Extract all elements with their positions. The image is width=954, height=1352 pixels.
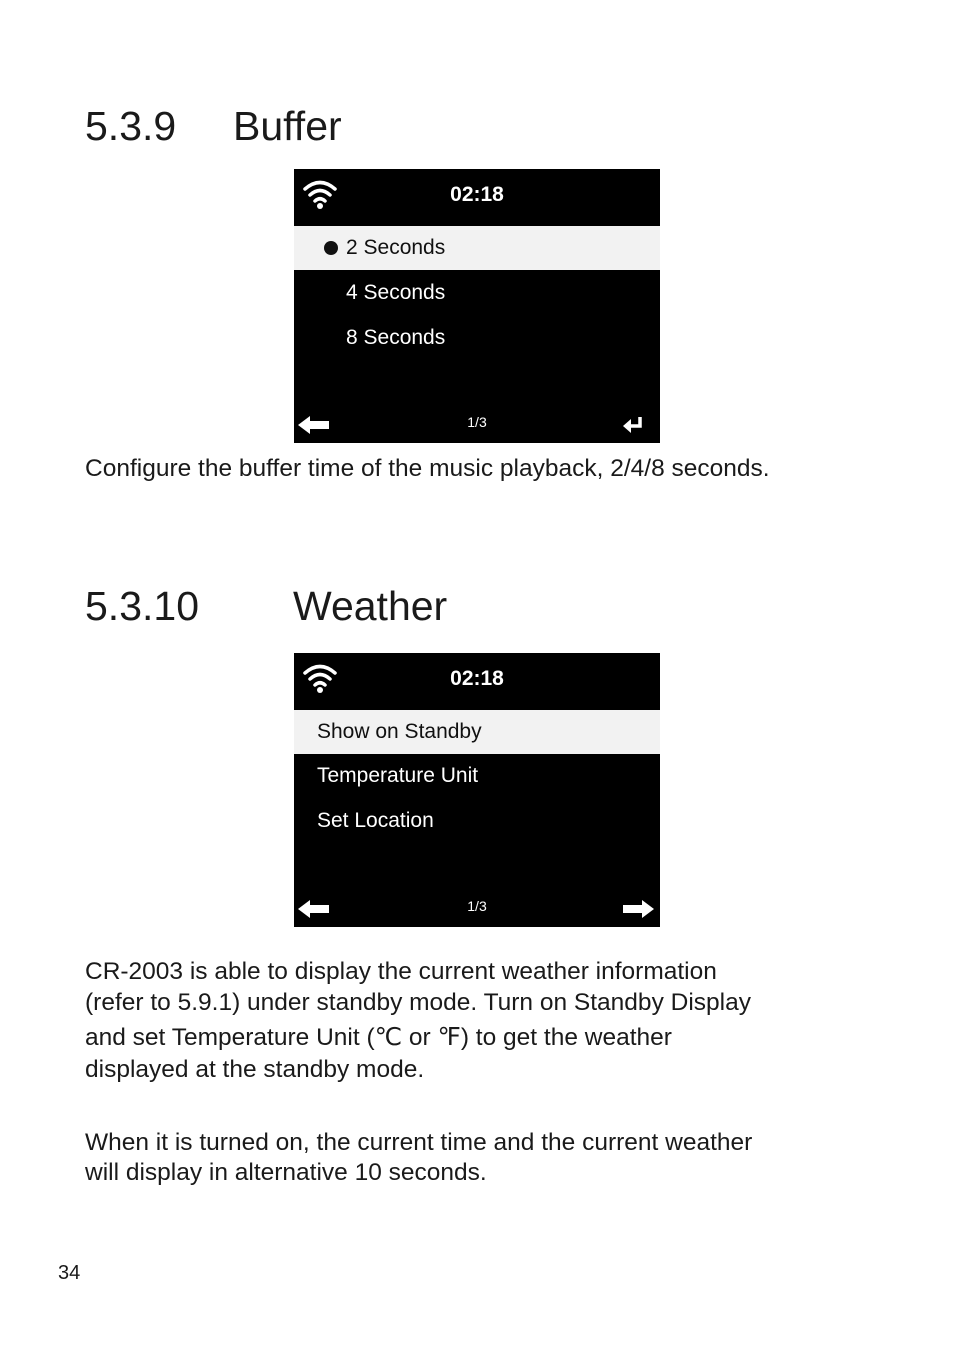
weather-screen: [294, 653, 660, 927]
buffer-section-title: Buffer: [233, 103, 342, 149]
buffer-description: Configure the buffer time of the music playback, 2/4/8 seconds.: [85, 455, 770, 482]
weather-paragraph-line: displayed at the standby mode.: [85, 1056, 425, 1083]
buffer-section-number: 5.3.9: [85, 103, 177, 149]
menu-item-4-seconds[interactable]: 4 Seconds: [346, 281, 446, 304]
weather-paragraph-line: When it is turned on, the current time and the current weather: [85, 1129, 753, 1156]
clock: 02:18: [450, 183, 504, 206]
menu-item-temperature-unit[interactable]: Temperature Unit: [317, 764, 479, 787]
menu-item-set-location[interactable]: Set Location: [317, 809, 434, 832]
page-indicator: 1/3: [467, 414, 487, 430]
menu-item-8-seconds[interactable]: 8 Seconds: [346, 326, 446, 349]
weather-paragraph-line: will display in alternative 10 seconds.: [85, 1159, 487, 1186]
page-number: 34: [58, 1262, 81, 1284]
menu-item-show-on-standby[interactable]: Show on Standby: [294, 710, 660, 754]
status-bar: [294, 169, 660, 223]
selected-radio-dot: [324, 241, 338, 255]
enter-icon[interactable]: [622, 416, 644, 433]
weather-paragraph-line: and set Temperature Unit (℃ or ℉) to get the weather: [85, 1024, 672, 1051]
clock: 02:18: [450, 667, 504, 690]
status-bar: [294, 653, 660, 707]
weather-paragraph-line: CR-2003 is able to display the current weather information: [85, 958, 717, 985]
forward-arrow-icon[interactable]: [622, 899, 654, 919]
weather-section-title: Weather: [293, 583, 448, 629]
page-indicator: 1/3: [467, 898, 487, 914]
weather-paragraph-line: (refer to 5.9.1) under standby mode. Turn on Standby Display: [85, 989, 751, 1016]
menu-item-2-seconds[interactable]: 2 Seconds: [294, 226, 660, 270]
buffer-screen: [294, 169, 660, 443]
weather-section-number: 5.3.10: [85, 583, 199, 629]
